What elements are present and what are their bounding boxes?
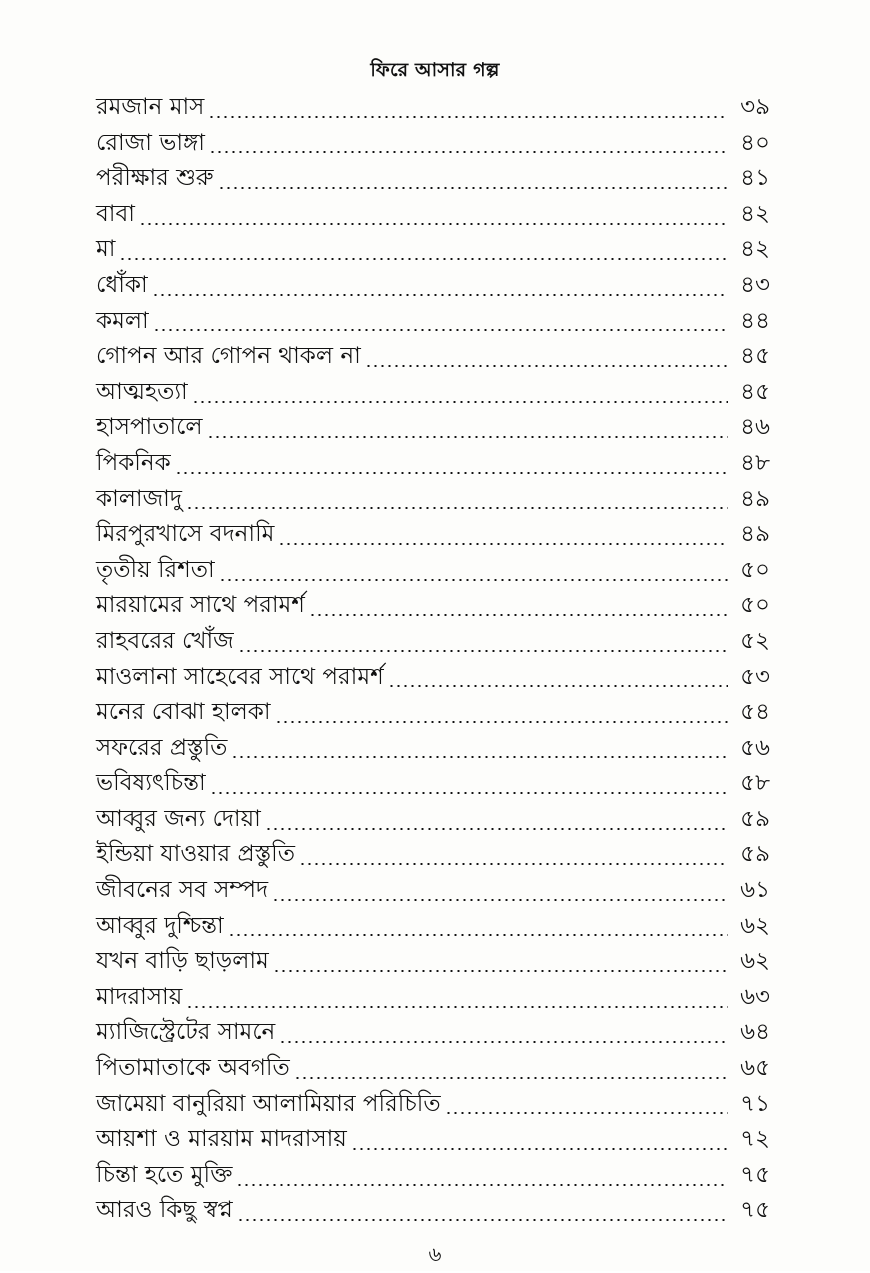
toc-entry-title: আব্বুর দুশ্চিন্তা <box>96 912 224 939</box>
dot-leader <box>218 187 728 189</box>
dot-leader <box>119 258 728 260</box>
toc-entry-title: সফরের প্রস্তুতি <box>96 734 228 761</box>
toc-entry <box>96 197 770 233</box>
dot-leader <box>207 436 728 438</box>
dot-leader <box>228 934 728 936</box>
toc-entry-title: কমলা <box>96 307 149 334</box>
table-of-contents <box>96 90 770 1229</box>
toc-entry-page: ৪৬ <box>740 414 770 441</box>
toc-entry-title: রোজা ভাঙ্গা <box>96 129 205 156</box>
toc-entry-page: ৭২ <box>740 1126 770 1153</box>
toc-entry-title: বাবা <box>96 200 135 227</box>
toc-entry-page: ৪২ <box>740 236 770 263</box>
toc-entry-page: ৫৮ <box>740 770 770 797</box>
toc-entry <box>96 1193 770 1229</box>
toc-entry <box>96 766 770 802</box>
toc-entry-title: মিরপুরখাসে বদনামি <box>96 521 275 548</box>
running-header: ফিরে আসার গল্প <box>370 59 500 81</box>
dot-leader <box>219 579 728 581</box>
toc-entry-title: ইন্ডিয়া যাওয়ার প্রস্তুতি <box>96 841 296 868</box>
toc-entry <box>96 802 770 838</box>
dot-leader <box>388 685 728 687</box>
dot-leader <box>152 294 728 296</box>
toc-entry-page: ৬১ <box>740 877 770 904</box>
toc-entry-title: মাদরাসায় <box>96 983 183 1010</box>
toc-entry <box>96 731 770 767</box>
toc-entry-title: হাসপাতালে <box>96 414 203 441</box>
toc-entry <box>96 304 770 340</box>
toc-entry <box>96 446 770 482</box>
toc-entry <box>96 268 770 304</box>
toc-entry-title: আরও কিছু স্বপ্ন <box>96 1197 233 1224</box>
toc-entry <box>96 126 770 162</box>
toc-entry-title: গোপন আর গোপন থাকল না <box>96 343 361 370</box>
toc-entry-title: পরীক্ষার শুরু <box>96 165 214 192</box>
toc-entry-page: ৫২ <box>740 627 770 654</box>
toc-entry-page: ৪৫ <box>740 378 770 405</box>
toc-entry-title: আব্বুর জন্য দোয়া <box>96 805 261 832</box>
toc-entry-title: যখন বাড়ি ছাড়লাম <box>96 948 269 975</box>
toc-entry-page: ৪১ <box>740 165 770 192</box>
toc-entry-title: রমজান মাস <box>96 94 205 120</box>
toc-entry-page: ৬৫ <box>740 1055 770 1082</box>
toc-entry <box>96 553 770 589</box>
dot-leader <box>445 1112 728 1114</box>
toc-entry <box>96 660 770 696</box>
dot-leader <box>186 507 728 509</box>
page-number: ৬ <box>428 1242 442 1266</box>
dot-leader <box>294 1077 728 1079</box>
toc-entry-page: ৪০ <box>740 129 770 156</box>
toc-entry <box>96 980 770 1016</box>
toc-entry-page: ৫৯ <box>740 805 770 832</box>
dot-leader <box>186 1006 728 1008</box>
dot-leader <box>209 151 728 153</box>
toc-entry-page: ৬২ <box>740 948 770 975</box>
toc-entry-page: ৪৩ <box>740 271 770 298</box>
toc-entry-page: ৩৯ <box>740 94 770 120</box>
toc-entry <box>96 588 770 624</box>
dot-leader <box>279 1041 728 1043</box>
toc-entry-title: ম্যাজিস্ট্রেটের সামনে <box>96 1019 276 1046</box>
toc-entry-page: ৪২ <box>740 200 770 227</box>
toc-entry <box>96 909 770 945</box>
toc-entry-title: চিন্তা হতে মুক্তি <box>96 1161 233 1188</box>
toc-entry-title: মাওলানা সাহেবের সাথে পরামর্শ <box>96 663 384 690</box>
toc-entry <box>96 90 770 126</box>
toc-entry-page: ৬৩ <box>740 983 770 1010</box>
toc-entry <box>96 1122 770 1158</box>
toc-entry-page: ৪৫ <box>740 343 770 370</box>
dot-leader <box>278 543 728 545</box>
toc-entry-page: ৪৯ <box>740 485 770 512</box>
toc-entry-title: মারয়ামের সাথে পরামর্শ <box>96 592 305 619</box>
toc-entry <box>96 624 770 660</box>
toc-entry-page: ৫৬ <box>740 734 770 761</box>
toc-entry <box>96 1087 770 1123</box>
dot-leader <box>153 329 728 331</box>
toc-entry <box>96 873 770 909</box>
dot-leader <box>236 1184 728 1186</box>
toc-entry-title: মনের বোঝা হালকা <box>96 699 271 726</box>
toc-entry <box>96 410 770 446</box>
toc-entry <box>96 232 770 268</box>
toc-entry-page: ৪৪ <box>740 307 770 334</box>
dot-leader <box>365 365 728 367</box>
dot-leader <box>208 116 728 118</box>
toc-entry-title: আত্মহত্যা <box>96 378 188 405</box>
dot-leader <box>299 863 728 865</box>
toc-entry-page: ৪৮ <box>740 449 770 476</box>
toc-entry-title: ধোঁকা <box>96 271 148 298</box>
dot-leader <box>231 756 728 758</box>
toc-entry-page: ৭৫ <box>740 1197 770 1224</box>
dot-leader <box>273 970 728 972</box>
toc-entry-page: ৭১ <box>740 1090 770 1117</box>
dot-leader <box>192 401 728 403</box>
toc-entry-page: ৬২ <box>740 912 770 939</box>
toc-entry-title: জীবনের সব সম্পদ <box>96 877 269 904</box>
dot-leader <box>272 899 728 901</box>
toc-entry-page: ৫০ <box>740 556 770 583</box>
toc-entry <box>96 837 770 873</box>
toc-entry-title: জামেয়া বানুরিয়া আলামিয়ার পরিচিতি <box>96 1090 441 1117</box>
dot-leader <box>265 828 728 830</box>
toc-entry-title: পিতামাতাকে অবগতি <box>96 1055 290 1082</box>
toc-entry-title: ভবিষ্যৎচিন্তা <box>96 770 206 797</box>
dot-leader <box>210 792 728 794</box>
dot-leader <box>238 650 728 652</box>
dot-leader <box>309 614 728 616</box>
toc-entry-page: ৫০ <box>740 592 770 619</box>
toc-entry-title: কালাজাদু <box>96 485 182 512</box>
toc-entry-page: ৫৩ <box>740 663 770 690</box>
dot-leader <box>175 472 728 474</box>
toc-entry <box>96 695 770 731</box>
toc-entry <box>96 944 770 980</box>
toc-entry-title: পিকনিক <box>96 449 171 476</box>
toc-entry <box>96 517 770 553</box>
toc-entry <box>96 375 770 411</box>
dot-leader <box>139 223 728 225</box>
toc-entry-page: ৫৯ <box>740 841 770 868</box>
toc-entry <box>96 1015 770 1051</box>
toc-entry-page: ৫৪ <box>740 699 770 726</box>
toc-entry <box>96 161 770 197</box>
dot-leader <box>275 721 728 723</box>
toc-entry <box>96 339 770 375</box>
toc-entry-title: তৃতীয় রিশতা <box>96 556 215 583</box>
toc-entry-page: ৪৯ <box>740 521 770 548</box>
toc-entry <box>96 1051 770 1087</box>
toc-entry-page: ৬৪ <box>740 1019 770 1046</box>
toc-entry-title: রাহবরের খোঁজ <box>96 627 234 654</box>
dot-leader <box>237 1219 728 1221</box>
dot-leader <box>351 1148 728 1150</box>
toc-entry <box>96 482 770 518</box>
toc-entry <box>96 1158 770 1194</box>
toc-entry-page: ৭৫ <box>740 1161 770 1188</box>
toc-entry-title: মা <box>96 236 116 263</box>
toc-entry-title: আয়শা ও মারয়াম মাদরাসায় <box>96 1126 347 1153</box>
